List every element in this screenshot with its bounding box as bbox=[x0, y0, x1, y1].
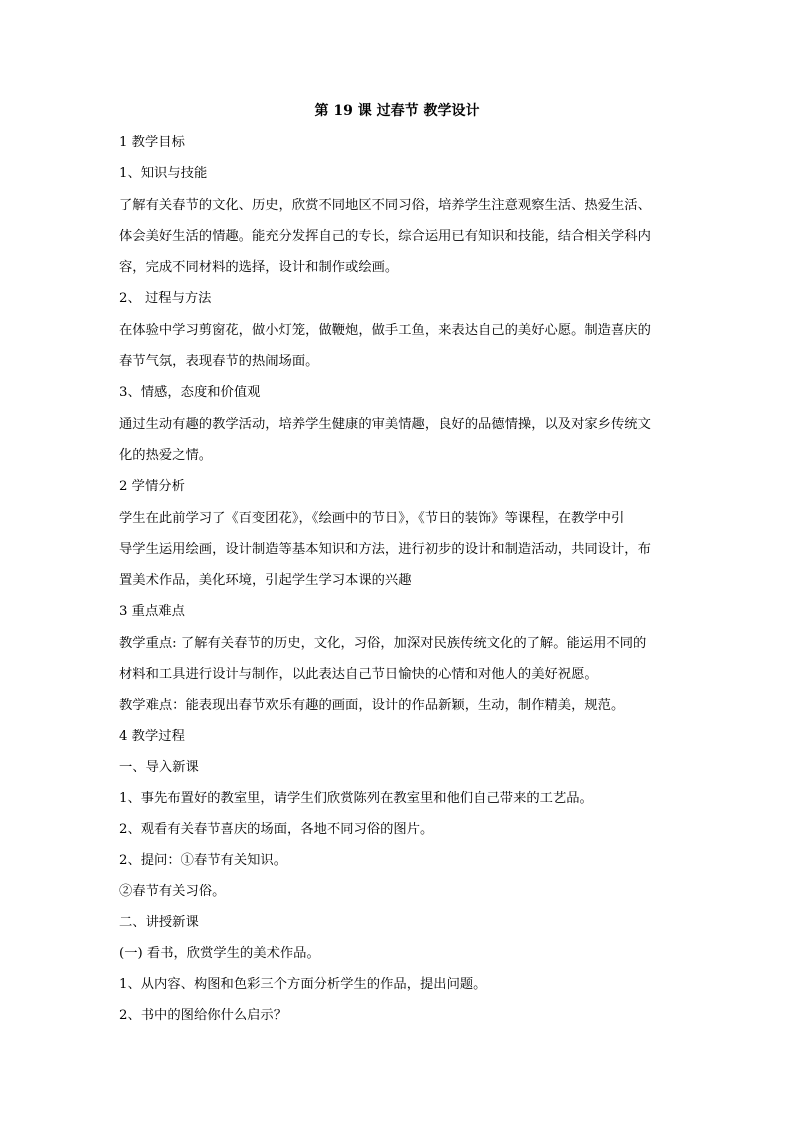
step-heading-introduction: 一、导入新课 bbox=[119, 760, 199, 775]
paragraph-line: 容，完成不同材料的选择，设计和制作或绘画。 bbox=[119, 260, 399, 275]
paragraph-knowledge-skills bbox=[119, 190, 679, 283]
paragraph-line: 化的热爱之情。 bbox=[119, 448, 213, 463]
step-item: 2、观看有关春节喜庆的场面，各地不同习俗的图片。 bbox=[119, 822, 434, 837]
step-item: 1、从内容、构图和色彩三个方面分析学生的作品，提出问题。 bbox=[119, 977, 487, 992]
paragraph-line: 教学重点: 了解有关春节的历史，文化，习俗，加深对民族传统文化的了解。能运用不同的 bbox=[119, 636, 647, 651]
section-heading-key-points: 3 重点难点 bbox=[119, 604, 185, 619]
subheading-knowledge-skills: 1、知识与技能 bbox=[119, 166, 208, 181]
paragraph-learner-analysis bbox=[119, 503, 679, 596]
paragraph-line: 导学生运用绘画，设计制造等基本知识和方法，进行初步的设计和制造活动，共同设计，布 bbox=[119, 542, 651, 557]
step-item: 2、提问：①春节有关知识。 bbox=[119, 853, 288, 868]
paragraph-line: 体会美好生活的情趣。能充分发挥自己的专长，综合运用已有知识和技能，结合相关学科内 bbox=[119, 229, 651, 244]
step-item: ②春节有关习俗。 bbox=[119, 884, 226, 899]
step-heading-new-lesson: 二、讲授新课 bbox=[119, 915, 199, 930]
paragraph-line: 材料和工具进行设计与制作，以此表达自己节日愉快的心情和对他人的美好祝愿。 bbox=[119, 667, 598, 682]
step-item: 2、书中的图给你什么启示？ bbox=[119, 1008, 288, 1023]
document-title: 第 19 课 过春节 教学设计 bbox=[314, 103, 480, 119]
paragraph-line: 置美术作品，美化环境，引起学生学习本课的兴趣 bbox=[119, 573, 412, 588]
paragraph-key-points bbox=[119, 628, 679, 690]
paragraph-line: 了解有关春节的文化、历史，欣赏不同地区不同习俗，培养学生注意观察生活、热爱生活、 bbox=[119, 198, 651, 213]
paragraph-process-methods bbox=[119, 315, 679, 377]
paragraph-line: 春节气氛，表现春节的热闹场面。 bbox=[119, 354, 319, 369]
step-item: (一) 看书，欣赏学生的美术作品。 bbox=[119, 946, 320, 961]
step-item: 1、事先布置好的教室里，请学生们欣赏陈列在教室里和他们自己带来的工艺品。 bbox=[119, 791, 593, 806]
section-heading-teaching-process: 4 教学过程 bbox=[119, 729, 185, 744]
paragraph-line: 通过生动有趣的教学活动，培养学生健康的审美情趣，良好的品德情操，以及对家乡传统文 bbox=[119, 417, 651, 432]
section-heading-learner-analysis: 2 学情分析 bbox=[119, 479, 185, 494]
paragraph-emotion-values bbox=[119, 409, 679, 471]
difficulty-statement: 教学难点：能表现出春节欢乐有趣的画面，设计的作品新颖，生动，制作精美，规范。 bbox=[119, 698, 625, 713]
subheading-emotion-values: 3、情感，态度和价值观 bbox=[119, 385, 261, 400]
section-heading-objectives: 1 教学目标 bbox=[119, 135, 185, 150]
paragraph-line: 在体验中学习剪窗花，做小灯笼，做鞭炮，做手工鱼，来表达自己的美好心愿。制造喜庆的 bbox=[119, 323, 651, 338]
document-body bbox=[119, 133, 679, 1037]
subheading-process-methods: 2、 过程与方法 bbox=[119, 291, 212, 306]
paragraph-line: 学生在此前学习了《百变团花》，《绘画中的节日》，《节日的装饰》等课程，在教学中引 bbox=[119, 511, 625, 526]
